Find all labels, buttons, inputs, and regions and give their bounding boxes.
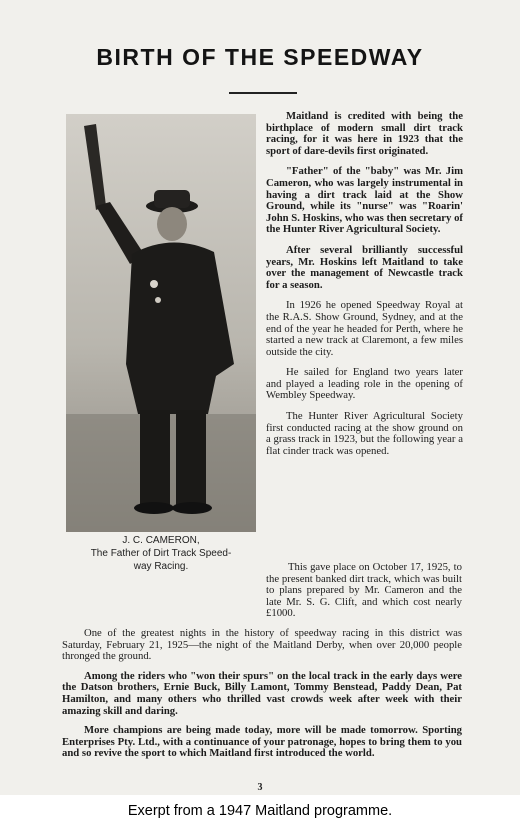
title-divider <box>229 92 297 94</box>
article-paragraph: This gave place on October 17, 1925, to the present banked dirt track, which was built to plans prepared by Mr. Cameron and the late Mr. S. G. Clift, and which cost nearly £1000. <box>266 561 462 620</box>
article-paragraph: Maitland is credited with being the birthplace of modern small dirt track racing, for it was here in 1923 that the sport of dare-devils first originated. <box>266 110 463 157</box>
caption-line: The Father of Dirt Track Speed- <box>90 548 232 559</box>
caption-name: J. C. CAMERON, <box>122 535 200 546</box>
article-paragraph: Among the riders who "won their spurs" on the local track in the early days were the Datson brothers, Ernie Buck, Billy Lamont, Tommy Benstead, Paddy Dean, Pat Hamilton, and many others who thrilled vast crowds week after week with their amazing skill and daring. <box>62 669 462 717</box>
page-number: 3 <box>257 782 263 793</box>
cameron-photo <box>66 114 256 532</box>
article-paragraph: "Father" of the "baby" was Mr. Jim Cameron, who was largely instrumental in having a dirt track laid at the Show Ground, while its "nurse" was "Roarin' John S. Hoskins, who was then secretary of the Hunter River Agricultural Society. <box>266 165 463 236</box>
article-paragraph: In 1926 he opened Speedway Royal at the R.A.S. Show Ground, Sydney, and at the end of the year he headed for Perth, where he started a new track at Claremont, a few miles outside the city. <box>266 299 463 358</box>
article-column <box>266 111 463 466</box>
article-paragraph: After several brilliantly successful years, Mr. Hoskins left Maitland to take over the management of Newcastle track for a season. <box>266 243 463 291</box>
article-paragraph: The Hunter River Agricultural Society first conducted racing at the show ground on a grass track in 1923, but the following year a flat cinder track was opened. <box>266 410 463 457</box>
page-title: BIRTH OF THE SPEEDWAY <box>96 44 424 70</box>
article-full-width <box>62 562 462 768</box>
article-paragraph: He sailed for England two years later and played a leading role in the opening of Wembley Speedway. <box>266 366 463 402</box>
article-paragraph: One of the greatest nights in the history of speedway racing in this district was Saturday, February 21, 1925—the night of the Maitland Derby, when over 20,000 people thronged the ground. <box>62 626 462 663</box>
caption-line: way Racing. <box>133 561 189 572</box>
article-paragraph: More champions are being made today, more will be made tomorrow. Sporting Enterprises Pty. Ltd., with a continuance of your patronage, hopes to bring them to you and so revive the sport to which Maitland first introduced the world. <box>62 724 462 760</box>
image-caption: Exerpt from a 1947 Maitland programme. <box>127 803 393 819</box>
